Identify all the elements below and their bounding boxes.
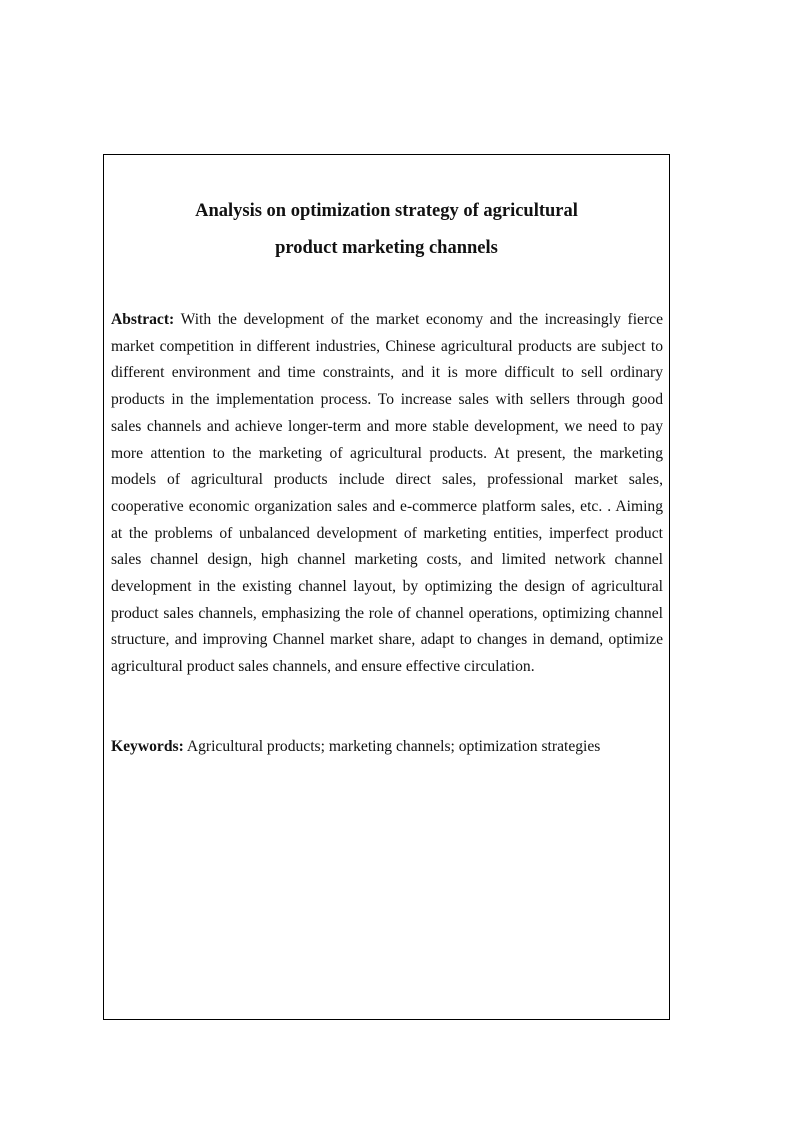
keywords-text: Agricultural products; marketing channels; optimization strategies [186, 738, 601, 755]
abstract-text: With the development of the market economy and the increasingly fierce market competition in different industries, Chinese agricultural products are subject to different environment and time constraints, and it is more difficult to sell ordinary products in the implementation process. To increase sales with sellers through good sales channels and achieve longer-term and more stable development, we need to pay more attention to the marketing of agricultural products. At present, the marketing models of agricultural products include direct sales, professional market sales, cooperative economic organization sales and e-commerce platform sales, etc. . Aiming at the problems of unbalanced development of marketing entities, imperfect product sales channel design, high channel marketing costs, and limited network channel development in the existing channel layout, by optimizing the design of agricultural product sales channels, emphasizing the role of channel operations, optimizing channel structure, and improving Channel market share, adapt to changes in demand, optimize agricultural product sales channels, and ensure effective circulation. [111, 311, 663, 676]
abstract-page-frame [103, 154, 670, 1020]
keywords-paragraph [111, 734, 663, 761]
abstract-label: Abstract: [111, 311, 175, 328]
paper-title-line-1: Analysis on optimization strategy of agricultural [195, 201, 578, 221]
abstract-paragraph [111, 307, 663, 681]
keywords-label: Keywords: [111, 738, 184, 755]
paper-title [104, 193, 669, 267]
paper-title-line-2: product marketing channels [275, 238, 498, 258]
